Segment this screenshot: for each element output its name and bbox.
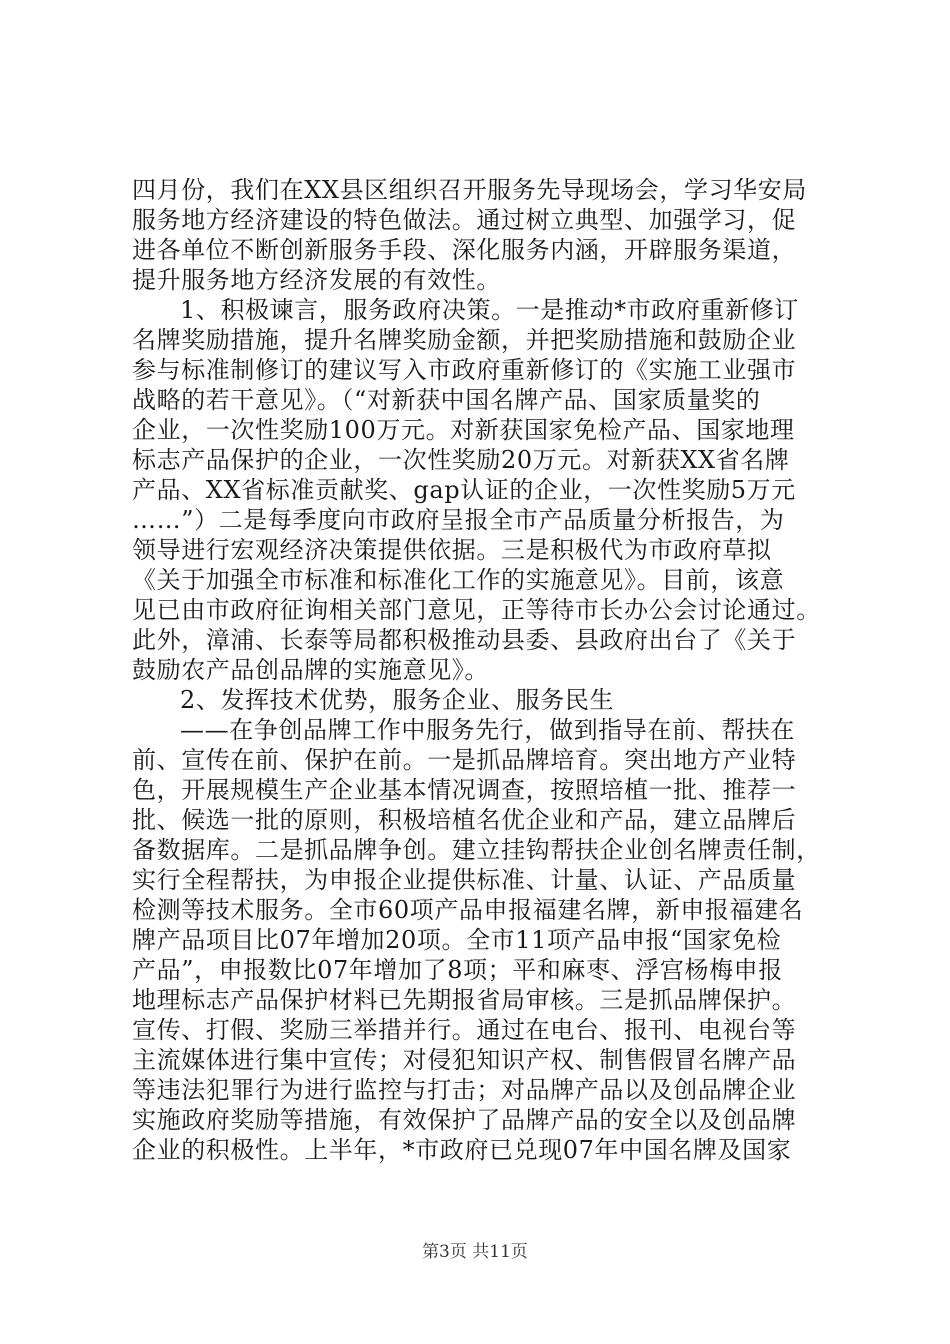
text-line: 实行全程帮扶，为申报企业提供标准、计量、认证、产品质量 [132, 866, 797, 894]
text-line: 名牌奖励措施，提升名牌奖励金额，并把奖励措施和鼓励企业 [132, 326, 797, 354]
text-line: 1、积极谏言，服务政府决策。一是推动*市政府重新修订 [180, 296, 799, 324]
text-line: 2、发挥技术优势，服务企业、服务民生 [180, 686, 615, 714]
text-line: 备数据库。二是抓品牌争创。建立挂钩帮扶企业创名牌责任制， [132, 836, 821, 864]
text-line: 四月份，我们在XX县区组织召开服务先导现场会，学习华安局 [132, 176, 807, 204]
text-line: 色，开展规模生产企业基本情况调查，按照培植一批、推荐一 [132, 776, 797, 804]
text-line: 主流媒体进行集中宣传；对侵犯知识产权、制售假冒名牌产品 [132, 1046, 797, 1074]
text-line: 领导进行宏观经济决策提供依据。三是积极代为市政府草拟 [132, 536, 772, 564]
text-line: 牌产品项目比07年增加20项。全市11项产品申报“国家免检 [132, 926, 782, 954]
text-line: 实施政府奖励等措施，有效保护了品牌产品的安全以及创品牌 [132, 1106, 797, 1134]
text-line: 标志产品保护的企业，一次性奖励20万元。对新获XX省名牌 [132, 446, 790, 474]
text-line: 服务地方经济建设的特色做法。通过树立典型、加强学习，促 [132, 206, 797, 234]
text-line: 地理标志产品保护材料已先期报省局审核。三是抓品牌保护。 [132, 986, 797, 1014]
text-line: 《关于加强全市标准和标准化工作的实施意见》。目前，该意 [132, 566, 785, 594]
text-line: 见已由市政府征询相关部门意见，正等待市长办公会讨论通过。 [132, 596, 821, 624]
text-line: 参与标准制修订的建议写入市政府重新修订的《实施工业强市 [132, 356, 797, 384]
text-line: ……”）二是每季度向市政府呈报全市产品质量分析报告，为 [132, 506, 785, 534]
text-line: 批、候选一批的原则，积极培植名优企业和产品，建立品牌后 [132, 806, 797, 834]
text-line: 检测等技术服务。全市60项产品申报福建名牌，新申报福建名 [132, 896, 804, 924]
text-line: 企业，一次性奖励100万元。对新获国家免检产品、国家地理 [132, 416, 795, 444]
text-line: 产品、XX省标准贡献奖、gap认证的企业，一次性奖励5万元 [132, 476, 796, 504]
text-line: 战略的若干意见》。（“对新获中国名牌产品、国家质量奖的 [132, 386, 761, 414]
text-line: 产品”，申报数比07年增加了8项；平和麻枣、浮宫杨梅申报 [132, 956, 783, 984]
text-line: 企业的积极性。上半年，*市政府已兑现07年中国名牌及国家 [132, 1136, 792, 1164]
text-line: 提升服务地方经济发展的有效性。 [132, 266, 501, 294]
text-line: 宣传、打假、奖励三举措并行。通过在电台、报刊、电视台等 [132, 1016, 797, 1044]
text-line: 鼓励农产品创品牌的实施意见》。 [132, 656, 489, 684]
page-number-footer: 第3页 共11页 [422, 1242, 528, 1262]
text-line: ——在争创品牌工作中服务先行，做到指导在前、帮扶在 [180, 716, 795, 744]
text-line: 进各单位不断创新服务手段、深化服务内涵，开辟服务渠道， [132, 236, 797, 264]
text-line: 等违法犯罪行为进行监控与打击；对品牌产品以及创品牌企业 [132, 1076, 797, 1104]
text-line: 前、宣传在前、保护在前。一是抓品牌培育。突出地方产业特 [132, 746, 797, 774]
text-line: 此外，漳浦、长泰等局都积极推动县委、县政府出台了《关于 [132, 626, 797, 654]
document-body [132, 175, 832, 1165]
